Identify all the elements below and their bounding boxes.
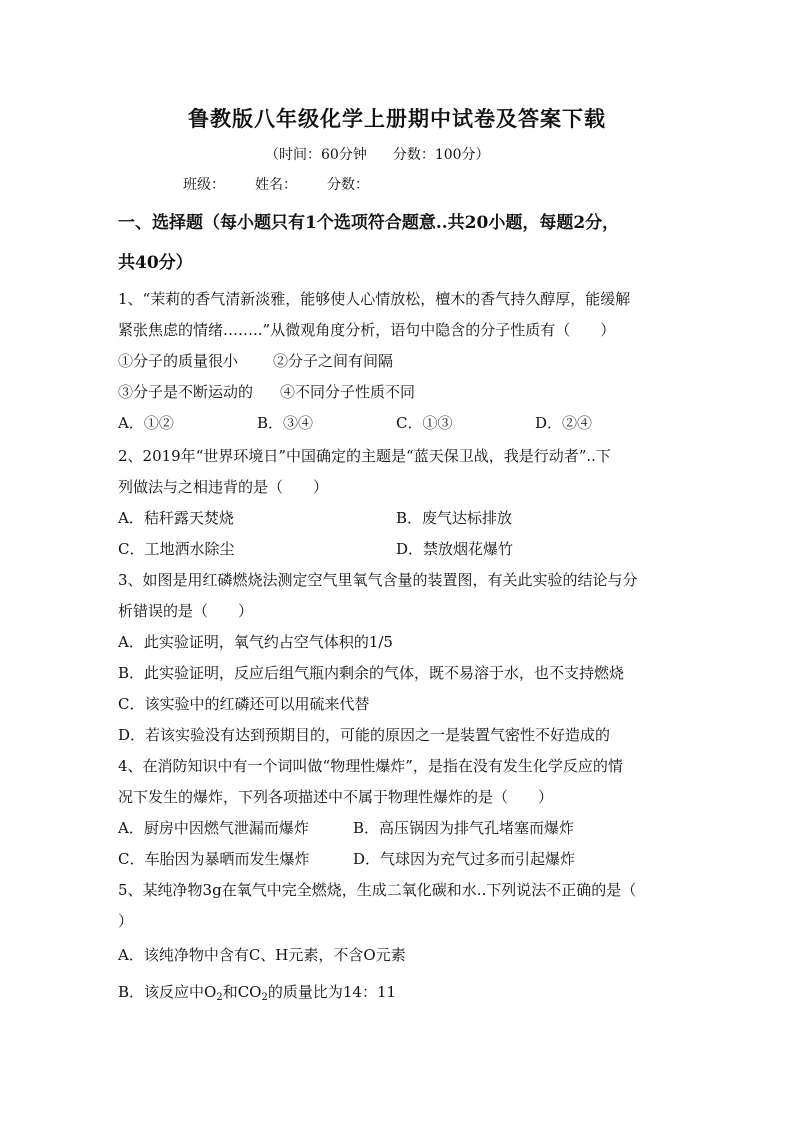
question-3-option: B．此实验证明，反应后组气瓶内剩余的气体，既不易溶于水，也不支持燃烧 xyxy=(118,664,625,682)
question-1-statement: ②分子之间有间隔 xyxy=(273,352,394,370)
question-1-option: B．③④ xyxy=(257,414,314,432)
question-4-text: 4、在消防知识中有一个词叫做“物理性爆炸”，是指在没有发生化学反应的情 xyxy=(118,757,623,775)
question-4-option: B．高压锅因为排气孔堵塞而爆炸 xyxy=(353,819,575,837)
question-2-option: D．禁放烟花爆竹 xyxy=(396,540,514,558)
question-3-option: A．此实验证明，氧气约占空气体积的1/5 xyxy=(118,633,393,651)
question-3-text-cont: 析错误的是（ ） xyxy=(118,602,254,620)
section-heading: 一、选择题（每小题只有1个选项符合题意..共20小题，每题2分， xyxy=(118,213,620,233)
question-2-option: A．秸秆露天焚烧 xyxy=(118,509,234,527)
question-1-option: D．②④ xyxy=(535,414,593,432)
question-4-option: D．气球因为充气过多而引起爆炸 xyxy=(353,850,576,868)
question-2-option: B．废气达标排放 xyxy=(396,509,513,527)
exam-total-score: 分数：100分） xyxy=(392,147,490,163)
question-5-text: 5、某纯净物3g在氧气中完全燃烧，生成二氧化碳和水..下列说法不正确的是（ xyxy=(118,881,637,899)
question-1-option: C．①③ xyxy=(396,414,453,432)
question-1-statement: ①分子的质量很小 xyxy=(118,352,239,370)
section-heading-cont: 共40分） xyxy=(118,253,193,273)
exam-meta xyxy=(265,145,516,165)
question-5-option: A．该纯净物中含有C、H元素，不含O元素 xyxy=(118,946,406,964)
question-1-statement: ③分子是不断运动的 xyxy=(118,383,254,401)
question-3-option: D．若该实验没有达到预期目的，可能的原因之一是装置气密性不好造成的 xyxy=(118,726,611,744)
question-2-text-cont: 列做法与之相违背的是（ ） xyxy=(118,478,329,496)
name-label: 姓名： xyxy=(255,177,297,193)
question-1-statement: ④不同分子性质不同 xyxy=(280,383,416,401)
question-2-text: 2、2019年“世界环境日”中国确定的主题是“蓝天保卫战，我是行动者”..下 xyxy=(118,447,611,465)
page-title: 鲁教版八年级化学上册期中试卷及答案下载 xyxy=(188,106,606,131)
subscript: 2 xyxy=(216,992,223,1003)
question-1-option: A．①② xyxy=(118,414,174,432)
option-text: 的质量比为14：11 xyxy=(267,983,397,1001)
student-info xyxy=(183,175,399,195)
question-1-text: 1、“茉莉的香气清新淡雅，能够使人心情放松，檀木的香气持久醇厚，能缓解 xyxy=(118,290,631,308)
question-3-option: C．该实验中的红磷还可以用硫来代替 xyxy=(118,695,370,713)
option-text: 和CO xyxy=(222,983,262,1001)
question-1-text-cont: 紧张焦虑的情绪……..”从微观角度分析，语句中隐含的分子性质有（ ） xyxy=(118,321,616,339)
question-3-text: 3、如图是用红磷燃烧法测定空气里氧气含量的装置图，有关此实验的结论与分 xyxy=(118,571,638,589)
question-5-option xyxy=(118,982,396,1008)
option-text: B．该反应中O xyxy=(118,983,217,1001)
subscript: 2 xyxy=(261,992,268,1003)
class-label: 班级： xyxy=(183,177,225,193)
question-5-text-cont: ） xyxy=(118,912,134,930)
question-4-text-cont: 况下发生的爆炸，下列各项描述中不属于物理性爆炸的是（ ） xyxy=(118,788,554,806)
exam-time: （时间：60分钟 xyxy=(265,147,367,163)
score-label: 分数： xyxy=(327,177,369,193)
question-2-option: C．工地洒水除尘 xyxy=(118,540,235,558)
question-4-option: A．厨房中因燃气泄漏而爆炸 xyxy=(118,819,309,837)
question-4-option: C．车胎因为暴晒而发生爆炸 xyxy=(118,850,310,868)
